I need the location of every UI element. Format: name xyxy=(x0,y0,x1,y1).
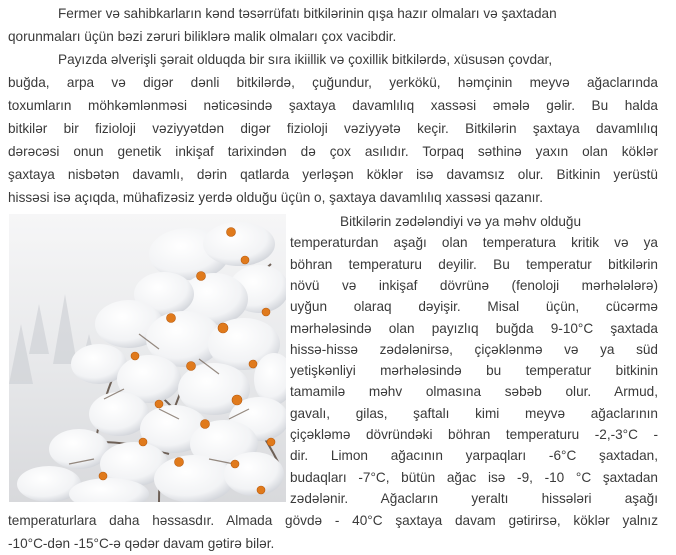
p2-line-6: şaxtaya nisbətən davamlı, dərin qatlarda yerləşən köklər isə davamsız olur. Bitkinin yerüstü xyxy=(8,167,658,182)
p3-line-10: gavalı, gilas, şaftalı kimi meyvə ağaclarının xyxy=(290,406,658,421)
p3-tail-line-1: temperaturlara daha həssasdır. Almada gövdə - 40°C şaxtaya davam gətirirsə, köklər yalnız xyxy=(8,513,658,528)
p3-line-2: temperaturdan aşağı olan temperatura kritik və ya xyxy=(290,235,658,250)
p2-line-7: hissəsi isə açıqda, mühafizəsiz yerdə olduğu üçün o, şaxtaya davamlılıq xassəsi qazanır. xyxy=(8,190,543,205)
p3-line-13: budaqları -7°C, bütün ağac isə -9, -10 °C şaxtadan xyxy=(290,470,658,485)
p2-line-3: toxumların möhkəmlənməsi nəticəsində şaxtaya davamlılıq xassəsi əmələ gəlir. Bu halda xyxy=(8,98,658,113)
p3-line-4: növü və inkişaf dövrünə (fenoloji mərhələlərə) xyxy=(290,278,658,293)
p3-line-5: uyğun olaraq dəyişir. Misal üçün, cücərmə xyxy=(290,299,658,314)
p2-line-4: bitkilər bir fizioloji vəziyyətdən digər fizioloji vəziyyətə keçir. Bitkilərin şaxtaya davamlılıq xyxy=(8,121,658,136)
p3-line-14: zədələnir. Ağacların yeraltı hissələri aşağı xyxy=(290,491,658,506)
p2-line-2: buğda, arpa və digər dənli bitkilərdə, çuğundur, yerkökü, həmçinin meyvə ağaclarında xyxy=(8,75,658,90)
p3-line-9: tamamilə məhv olmasına səbəb olur. Armud, xyxy=(290,384,658,399)
snowy-tree-photo xyxy=(9,214,286,502)
p2-line-5: dərəcəsi onun genetik inkişaf tarixindən də çox asılıdır. Torpaq səthinə yaxın olan köklər xyxy=(8,144,658,159)
p3-line-12: dir. Limon ağacının yarpaqları -6°C şaxtadan, xyxy=(290,448,658,463)
p1-line-2: qorunmaları üçün bəzi zəruri biliklərə malik olmaları çox vacibdir. xyxy=(8,29,397,44)
p2-line-1: Payızda əlverişli şərait olduqda bir sıra ikiillik və çoxillik bitkilərdə, xüsusən çovdar, xyxy=(58,52,553,67)
p3-tail-line-2: -10°C-dən -15°C-ə qədər davam gətirə bilər. xyxy=(8,536,275,551)
p3-line-1: Bitkilərin zədələndiyi və ya məhv olduğu xyxy=(340,214,582,229)
p1-line-1: Fermer və sahibkarların kənd təsərrüfatı bitkilərinin qışa hazır olmaları və şaxtadan xyxy=(58,6,557,21)
p3-line-11: çiçəkləmə dövründəki böhran temperaturu -2,-3°C - xyxy=(290,427,658,442)
p3-line-3: böhran temperaturu deyilir. Bu temperatur bitkilərin xyxy=(290,257,658,272)
p3-line-7: hissə-hissə zədələnirsə, çiçəklənmə və ya süd xyxy=(290,342,658,357)
p3-line-6: mərhələsində olan payızlıq buğda 9-10°C şaxtada xyxy=(290,321,658,336)
p3-line-8: yetişkənliyi mərhələsində bu temperatur bitkinin xyxy=(290,363,658,378)
